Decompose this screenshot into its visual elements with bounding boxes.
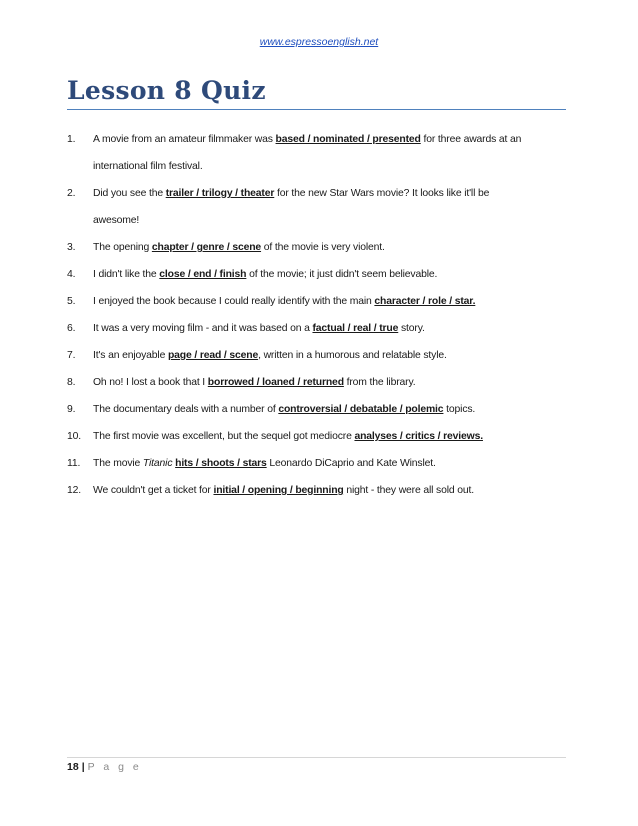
question-number: 2. (67, 188, 76, 199)
question-item (67, 126, 567, 180)
question-item (67, 180, 567, 234)
question-item (67, 288, 567, 315)
question-number: 5. (67, 296, 76, 307)
question-number: 1. (67, 134, 76, 145)
page-number: 18 (67, 761, 79, 773)
question-text: I didn't like the close / end / finish of the movie; it just didn't seem believable. (93, 269, 438, 280)
footer-divider (67, 757, 566, 758)
answer-options: analyses / critics / reviews. (354, 431, 483, 442)
answer-options: chapter / genre / scene (151, 242, 262, 253)
question-item (67, 342, 567, 369)
question-number: 6. (67, 323, 76, 334)
question-text: It's an enjoyable page / read / scene, written in a humorous and relatable style. (93, 350, 447, 361)
question-text: Oh no! I lost a book that I borrowed / loaned / returned from the library. (93, 377, 416, 388)
answer-options: borrowed / loaned / returned (207, 377, 344, 388)
question-number: 4. (67, 269, 76, 280)
question-item (67, 234, 567, 261)
header-website-link[interactable]: www.espressoenglish.net (259, 36, 379, 48)
question-number: 7. (67, 350, 76, 361)
page-footer (67, 761, 142, 773)
question-text: The opening chapter / genre / scene of the movie is very violent. (93, 242, 385, 253)
question-item (67, 315, 567, 342)
question-item (67, 369, 567, 396)
answer-options: character / role / star. (374, 296, 476, 307)
movie-title: Titanic (142, 458, 173, 469)
question-item (67, 477, 567, 504)
answer-options: hits / shoots / stars (175, 458, 267, 469)
question-text: I enjoyed the book because I could really identify with the main character / role / star. (93, 296, 476, 307)
quiz-question-list (67, 126, 567, 504)
question-item (67, 261, 567, 288)
page-title: Lesson 8 Quiz (67, 76, 266, 105)
answer-options: based / nominated / presented (275, 134, 421, 145)
answer-options: page / read / scene (167, 350, 259, 361)
question-number: 10. (67, 431, 81, 442)
title-divider (67, 109, 566, 110)
answer-options: close / end / finish (159, 269, 247, 280)
question-text: Did you see the trailer / trilogy / theater for the new Star Wars movie? It looks like it'll be awesome! (93, 188, 490, 226)
question-number: 11. (67, 458, 81, 469)
question-text: The movie Titanic hits / shoots / stars Leonardo DiCaprio and Kate Winslet. (93, 458, 436, 469)
question-number: 12. (67, 485, 81, 496)
answer-options: factual / real / true (312, 323, 399, 334)
question-item (67, 450, 567, 477)
footer-separator: | (81, 761, 85, 773)
question-text: A movie from an amateur filmmaker was based / nominated / presented for three awards at an international film festival. (93, 134, 522, 172)
question-number: 3. (67, 242, 76, 253)
page-label: P a g e (87, 761, 142, 773)
answer-options: trailer / trilogy / theater (165, 188, 275, 199)
question-item (67, 396, 567, 423)
question-text: The first movie was excellent, but the sequel got mediocre analyses / critics / reviews. (93, 431, 483, 442)
answer-options: initial / opening / beginning (213, 485, 344, 496)
question-text: It was a very moving film - and it was based on a factual / real / true story. (93, 323, 425, 334)
question-text: We couldn't get a ticket for initial / opening / beginning night - they were all sold out. (93, 485, 474, 496)
question-number: 9. (67, 404, 76, 415)
question-item (67, 423, 567, 450)
question-number: 8. (67, 377, 76, 388)
answer-options: controversial / debatable / polemic (278, 404, 444, 415)
question-text: The documentary deals with a number of controversial / debatable / polemic topics. (93, 404, 476, 415)
